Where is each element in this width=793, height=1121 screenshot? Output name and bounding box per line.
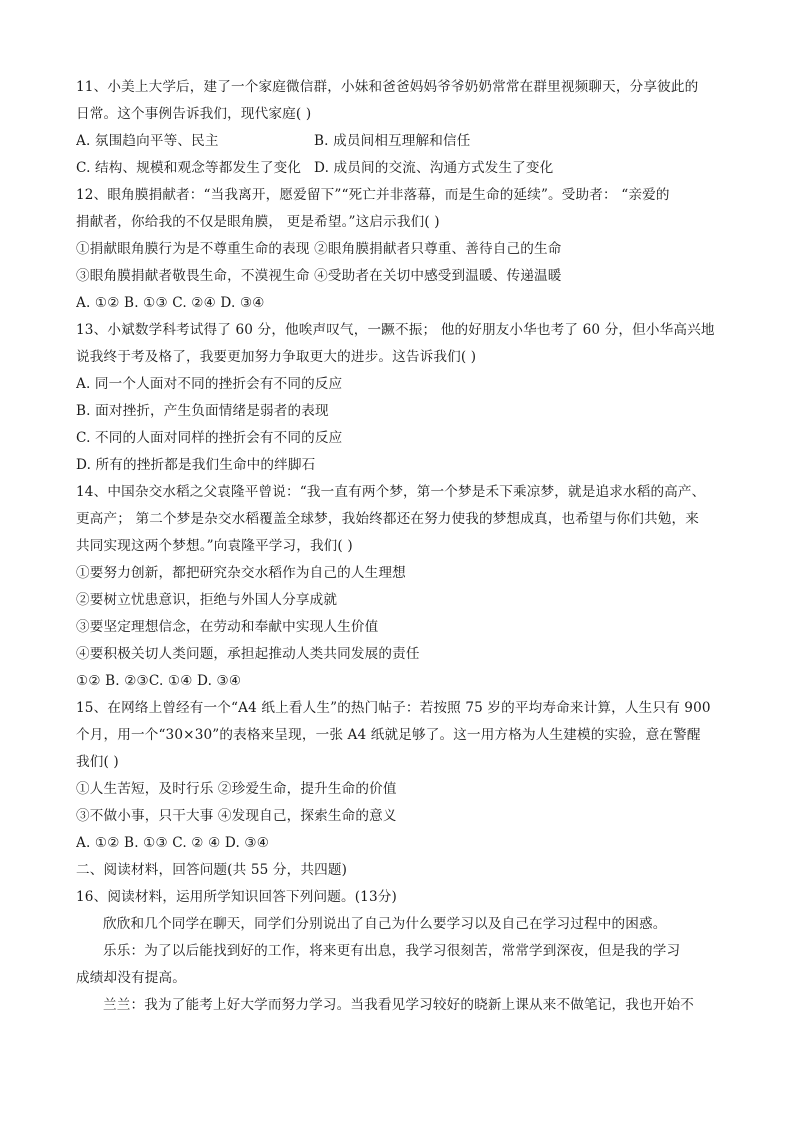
question-15-stem-line2: 个月，用一个“30×30”的表格来呈现，一张 A4 纸就足够了。这一用方格为人生建模的实验，意在警醒	[76, 727, 701, 743]
question-12-options: A. ①② B. ①③ C. ②④ D. ③④	[76, 295, 265, 311]
question-16-paragraph-2-line2: 成绩却没有提高。	[76, 970, 186, 986]
question-15-options: A. ①② B. ①③ C. ② ④ D. ③④	[76, 835, 270, 851]
exam-page	[76, 74, 726, 1019]
question-14-item-3: ③要坚定理想信念，在劳动和奉献中实现人生价值	[76, 619, 379, 635]
question-11-stem-line2: 日常。这个事例告诉我们，现代家庭( )	[76, 106, 312, 122]
question-13-stem-line2: 说我终于考及格了，我要更加努力争取更大的进步。这告诉我们( )	[76, 349, 477, 365]
question-11-options-ab	[76, 128, 726, 155]
question-16-paragraph-3: 兰兰：我为了能考上好大学而努力学习。当我看见学习较好的晓新上课从来不做笔记，我也开始不	[103, 997, 694, 1013]
question-14-item-4: ④要积极关切人类问题，承担起推动人类共同发展的责任	[76, 646, 420, 662]
question-11-option-d: D. 成员间的交流、沟通方式发生了变化	[314, 160, 554, 176]
question-14-options: ①② B. ②③C. ①④ D. ③④	[76, 673, 242, 689]
question-16-paragraph-2-line1: 乐乐：为了以后能找到好的工作，将来更有出息，我学习很刻苦，常常学到深夜，但是我的学习	[103, 943, 681, 959]
question-16	[76, 884, 726, 1019]
question-14-stem-line2: 更高产； 第二个梦是杂交水稻覆盖全球梦，我始终都还在努力使我的梦想成真，也希望与你们共勉，来	[76, 511, 699, 527]
question-14-stem-line1: 14、中国杂交水稻之父袁隆平曾说：“我一直有两个梦，第一个梦是禾下乘凉梦，就是追求水稻的高产、	[76, 484, 706, 500]
question-13-option-c: C. 不同的人面对同样的挫折会有不同的反应	[76, 430, 343, 446]
question-15-stem-line3: 我们( )	[76, 754, 119, 770]
question-12-items-12: ①捐献眼角膜行为是不尊重生命的表现 ②眼角膜捐献者只尊重、善待自己的生命	[76, 241, 562, 257]
question-12	[76, 182, 726, 317]
question-15	[76, 695, 726, 857]
question-11-option-c: C. 结构、规模和观念等都发生了变化	[76, 160, 302, 176]
question-15-items-12: ①人生苦短，及时行乐 ②珍爱生命，提升生命的价值	[76, 781, 397, 797]
question-11-stem-line1: 11、小美上大学后，建了一个家庭微信群，小妹和爸爸妈妈爷爷奶奶常常在群里视频聊天，分享彼此的	[76, 79, 699, 95]
question-12-stem-line1: 12、眼角膜捐献者：“当我离开，愿爱留下”“死亡并非落幕，而是生命的延续”。受助者： “亲爱的	[76, 187, 670, 203]
question-13	[76, 317, 726, 479]
question-12-items-34: ③眼角膜捐献者敬畏生命，不漠视生命 ④受助者在关切中感受到温暖、传递温暖	[76, 268, 562, 284]
question-16-paragraph-1: 欣欣和几个同学在聊天，同学们分别说出了自己为什么要学习以及自己在学习过程中的困惑。	[103, 916, 667, 932]
question-13-stem-line1: 13、小斌数学科考试得了 60 分，他唉声叹气，一蹶不振； 他的好朋友小华也考了 60 分，但小华高兴地	[76, 322, 715, 338]
question-14-item-2: ②要树立忧患意识，拒绝与外国人分享成就	[76, 592, 338, 608]
question-14-stem-line3: 共同实现这两个梦想。”向袁隆平学习，我们( )	[76, 538, 353, 554]
question-12-stem-line2: 捐献者，你给我的不仅是眼角膜， 更是希望。”这启示我们( )	[76, 214, 440, 230]
question-11	[76, 74, 726, 182]
section-2-title: 二、阅读材料，回答问题(共 55 分，共四题)	[76, 862, 348, 878]
question-13-option-a: A. 同一个人面对不同的挫折会有不同的反应	[76, 376, 343, 392]
question-16-stem: 16、阅读材料，运用所学知识回答下列问题。(13分)	[76, 889, 397, 905]
question-14	[76, 479, 726, 695]
question-11-option-a: A. 氛围趋向平等、民主	[76, 133, 219, 149]
question-13-option-d: D. 所有的挫折都是我们生命中的绊脚石	[76, 457, 316, 473]
question-15-stem-line1: 15、在网络上曾经有一个“A4 纸上看人生”的热门帖子：若按照 75 岁的平均寿命来计算，人生只有 900	[76, 700, 711, 716]
question-13-option-b: B. 面对挫折，产生负面情绪是弱者的表现	[76, 403, 329, 419]
question-14-item-1: ①要努力创新，都把研究杂交水稻作为自己的人生理想	[76, 565, 406, 581]
question-15-items-34: ③不做小事，只干大事 ④发现自己，探索生命的意义	[76, 808, 397, 824]
question-11-option-b: B. 成员间相互理解和信任	[314, 133, 471, 149]
question-11-options-cd	[76, 155, 726, 182]
